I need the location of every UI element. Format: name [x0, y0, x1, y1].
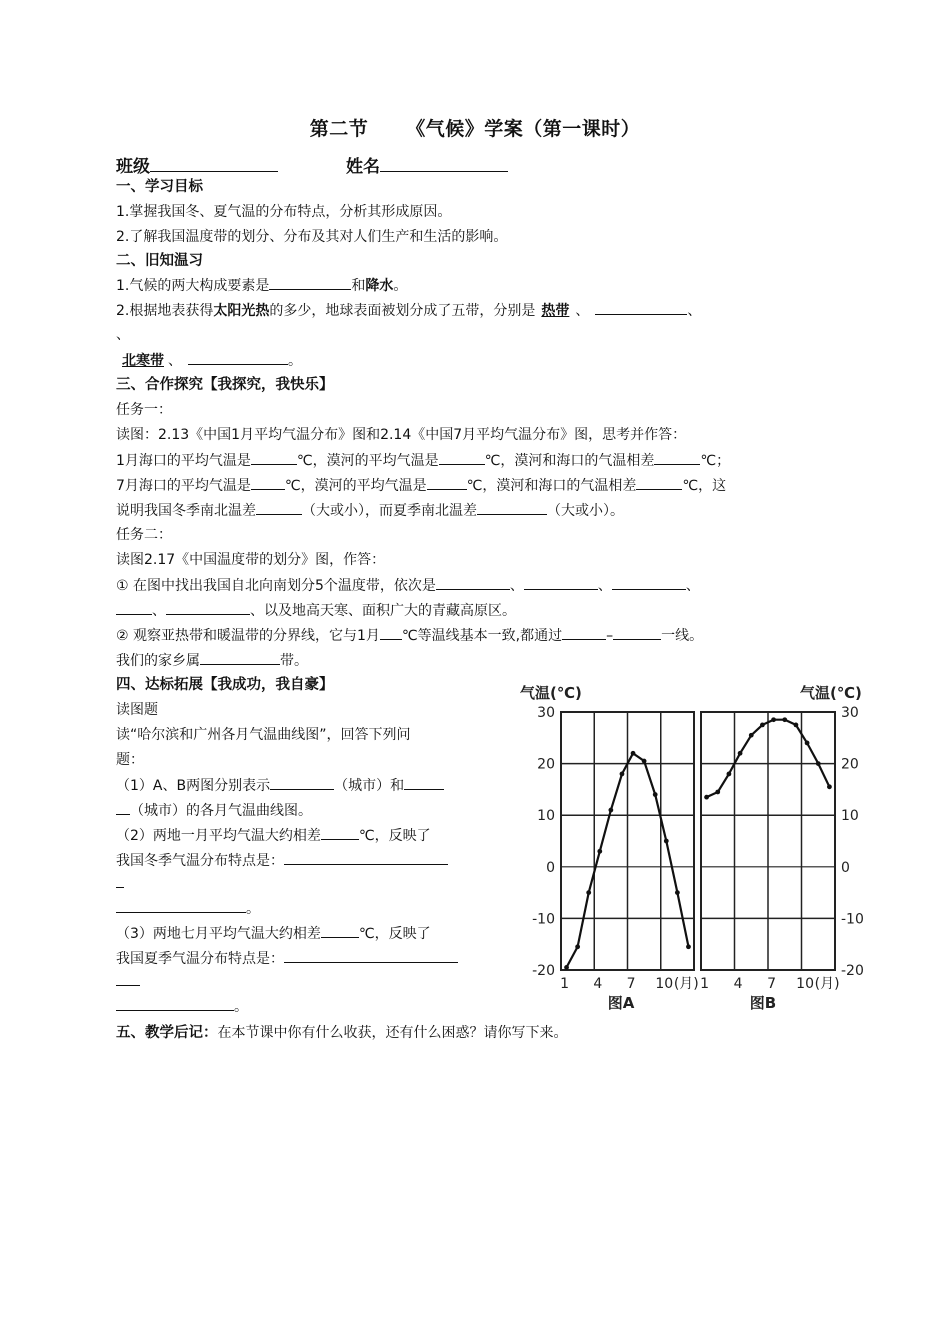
winter-feature-blank-2[interactable] [116, 898, 246, 913]
city-a-blank[interactable] [270, 775, 334, 790]
s4-line-8: 。 [116, 898, 260, 919]
review-line-3: 、 [116, 327, 130, 343]
chart-b-ytick: 10 [841, 808, 859, 825]
task2-line-4: ② 观察亚热带和暖温带的分界线，它与1月 ℃等温线基本一致,都通过 – 一线。 [116, 625, 703, 646]
summer-feature-blank[interactable] [284, 948, 458, 963]
climate-element-blank[interactable] [269, 275, 351, 290]
chart-b-point [727, 772, 732, 777]
chart-a-ytick: 30 [537, 705, 555, 721]
chart-b-point [760, 723, 765, 728]
task1-line-1: 读图：2.13《中国1月平均气温分布》图和2.14《中国7月平均气温分布》图，思考并作答： [116, 427, 687, 443]
temp-zone-blank-5[interactable] [166, 600, 250, 615]
chart-b-point [805, 741, 810, 746]
summer-feature-blank-cont[interactable] [116, 971, 140, 986]
s4-line-2: 读“哈尔滨和广州各月气温曲线图”，回答下列问 [116, 727, 411, 743]
task2-line-5: 我们的家乡属 带。 [116, 650, 308, 671]
goal-item-1: 1.掌握我国冬、夏气温的分布特点，分析其形成原因。 [116, 204, 452, 220]
section3-header: 三、合作探究【我探究，我快乐】 [116, 377, 334, 393]
winter-feature-blank-cont[interactable] [116, 873, 124, 888]
chart-b-point [738, 751, 743, 756]
chart-b-point [782, 717, 787, 722]
title-section: 第二节 [309, 118, 369, 140]
line-start-blank[interactable] [562, 625, 606, 640]
s4-line-10: 我国夏季气温分布特点是： [116, 948, 458, 969]
goal-item-2: 2.了解我国温度带的划分、分布及其对人们生产和生活的影响。 [116, 229, 508, 245]
chart-a-point [608, 808, 613, 813]
chart-b-point [816, 761, 821, 766]
task2-label: 任务二： [116, 527, 172, 543]
chart-b-xtick: 1 [700, 976, 710, 992]
jul-diff-blank[interactable] [636, 475, 682, 490]
chart-b-point [715, 790, 720, 795]
temp-zone-blank-1[interactable] [436, 575, 510, 590]
city-b-blank[interactable] [404, 775, 444, 790]
chart-a-point [620, 772, 625, 777]
chart-a-caption: 图A [607, 994, 635, 1012]
section1-header: 一、学习目标 [116, 179, 203, 195]
jul-haikou-blank[interactable] [251, 475, 285, 490]
chart-a-point [564, 965, 569, 970]
zone-blank-2[interactable] [595, 300, 687, 315]
chart-a-point [653, 792, 658, 797]
chart-b-ylabel: 气温(℃) [800, 684, 862, 702]
zone-blank-5[interactable] [188, 350, 288, 365]
chart-a-xtick: 10 [655, 976, 674, 992]
s4-line-10b [116, 971, 140, 992]
chart-b-ytick: 20 [841, 756, 859, 773]
jan-mohe-blank[interactable] [439, 450, 485, 465]
chart-a-point [686, 944, 691, 949]
line-end-blank[interactable] [613, 625, 661, 640]
task1-line-3: 7月海口的平均气温是 ℃，漠河的平均气温是 ℃，漠河和海口的气温相差 ℃，这 [116, 475, 726, 496]
task2-line-1: 读图2.17《中国温度带的划分》图，作答： [116, 552, 386, 568]
page-title [0, 114, 950, 141]
name-label: 姓名 [346, 157, 380, 177]
chart-a-point [631, 751, 636, 756]
review-line-2: 2.根据地表获得太阳光热的多少，地球表面被划分成了五带，分别是 热带 、 、 [116, 300, 701, 321]
temp-zone-blank-4[interactable] [116, 600, 152, 615]
chart-a-point [642, 759, 647, 764]
city-b-blank-cont[interactable] [116, 800, 130, 815]
chart-a-point [597, 849, 602, 854]
s4-line-5: （城市）的各月气温曲线图。 [116, 800, 312, 821]
chart-a-xtick: 4 [593, 976, 603, 992]
section5-header: 五、教学后记： [116, 1025, 218, 1041]
chart-a-point [675, 890, 680, 895]
chart-b-xlabel: (月) [814, 976, 840, 992]
summer-diff-blank[interactable] [477, 500, 547, 515]
chart-b-caption: 图B [749, 994, 777, 1012]
s4-line-7: 我国冬季气温分布特点是： [116, 850, 448, 871]
task2-line-3: 、 、以及地高天寒、面积广大的青藏高原区。 [116, 600, 516, 621]
chart-a-ytick: 10 [537, 808, 555, 825]
isotherm-blank[interactable] [380, 625, 402, 640]
section2-header: 二、旧知温习 [116, 253, 203, 269]
section4-header: 四、达标拓展【我成功，我自豪】 [116, 677, 334, 693]
chart-a-point [575, 944, 580, 949]
chart-b-point [827, 784, 832, 789]
review-line-1: 1.气候的两大构成要素是 和降水。 [116, 275, 407, 296]
chart-b-ytick: -10 [841, 911, 864, 928]
section5-text: 在本节课中你有什么收获，还有什么困惑？请你写下来。 [217, 1025, 568, 1041]
chart-b-ytick: 30 [841, 705, 859, 721]
chart-b-point [704, 795, 709, 800]
s4-line-1: 读图题 [116, 702, 158, 718]
task1-line-2: 1月海口的平均气温是 ℃，漠河的平均气温是 ℃，漠河和海口的气温相差 ℃； [116, 450, 730, 471]
task2-line-2: ① 在图中找出我国自北向南划分5个温度带，依次是 、 、 、 [116, 575, 700, 596]
chart-b-point [794, 723, 799, 728]
chart-a-ytick: -20 [532, 963, 555, 979]
task1-label: 任务一： [116, 402, 172, 418]
name-field[interactable] [380, 154, 508, 172]
summer-feature-blank-2[interactable] [116, 996, 234, 1011]
jan-diff-2-blank[interactable] [321, 825, 359, 840]
section5-line [116, 1023, 568, 1043]
s4-line-4: （1）A、B两图分别表示 （城市）和 [116, 775, 444, 796]
chart-a-xtick: 7 [626, 976, 636, 992]
chart-b-ytick: 0 [841, 859, 850, 876]
chart-b-xtick: 7 [767, 976, 777, 992]
winter-diff-blank[interactable] [256, 500, 302, 515]
temp-zone-blank-2[interactable] [524, 575, 598, 590]
chart-a-point [586, 890, 591, 895]
s4-line-11: 。 [116, 996, 248, 1017]
s4-line-6: （2）两地一月平均气温大约相差 ℃，反映了 [116, 825, 431, 846]
s4-line-7b [116, 873, 124, 894]
winter-feature-blank[interactable] [284, 850, 448, 865]
chart-b-ytick: -20 [841, 963, 864, 979]
temp-zone-blank-3[interactable] [612, 575, 686, 590]
chart-a-xtick: 1 [560, 976, 570, 992]
class-name-row [116, 152, 508, 177]
chart-a-ylabel: 气温(℃) [520, 684, 582, 702]
class-label: 班级 [116, 157, 150, 177]
jul-mohe-blank[interactable] [427, 475, 467, 490]
class-field[interactable] [150, 154, 278, 172]
chart-a-ytick: 0 [546, 859, 555, 876]
temperature-charts [510, 680, 890, 1020]
hometown-zone-blank[interactable] [200, 650, 280, 665]
chart-b-point [771, 717, 776, 722]
review-line-4: 北寒带 、 。 [116, 350, 302, 371]
chart-b-xtick: 10 [796, 976, 814, 992]
chart-a-point [664, 839, 669, 844]
title-main: 《气候》学案（第一课时） [406, 118, 641, 140]
s4-line-9: （3）两地七月平均气温大约相差 ℃，反映了 [116, 923, 431, 944]
chart-a-ytick: -10 [532, 911, 555, 928]
jan-diff-blank[interactable] [654, 450, 700, 465]
chart-a-ytick: 20 [537, 756, 555, 773]
s4-line-3: 题： [116, 752, 144, 768]
chart-b-point [749, 733, 754, 738]
chart-b-xtick: 4 [733, 976, 743, 992]
task1-line-4: 说明我国冬季南北温差 （大或小），而夏季南北温差 （大或小）。 [116, 500, 624, 521]
chart-a-xlabel: (月) [673, 976, 699, 992]
jan-haikou-blank[interactable] [251, 450, 297, 465]
jul-diff-2-blank[interactable] [321, 923, 359, 938]
